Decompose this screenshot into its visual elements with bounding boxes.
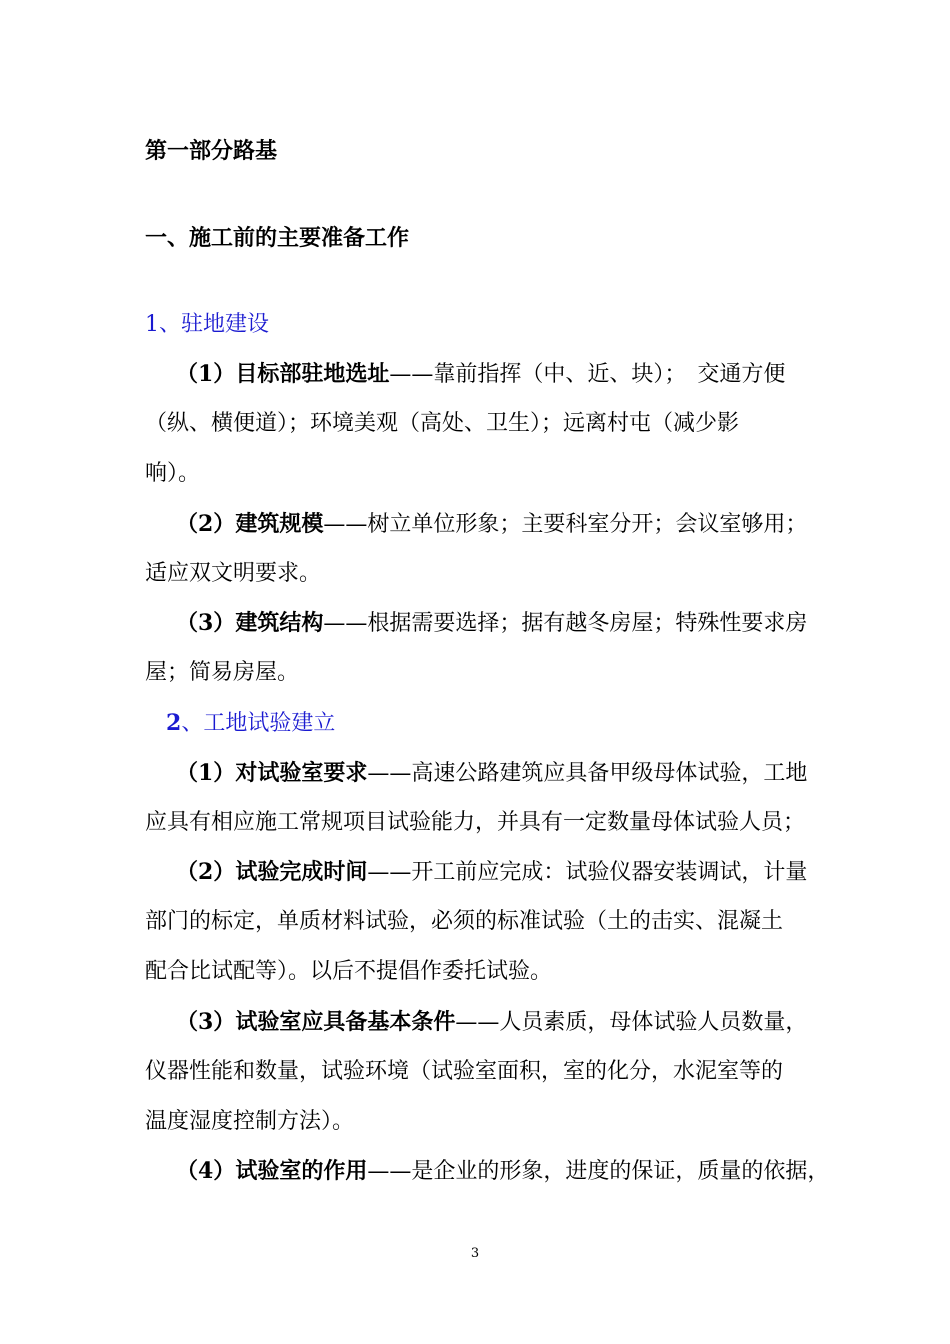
- item-title: 试验室的作用: [235, 1159, 368, 1184]
- subsection-number: 2: [166, 710, 182, 736]
- item-text: ——树立单位形象；主要科室分开；会议室够用；: [323, 512, 808, 537]
- item-number: （2）: [176, 511, 236, 537]
- item-title: 建筑规模: [235, 512, 324, 537]
- paragraph-line: 适应双文明要求。: [145, 561, 322, 586]
- subsection-heading-1: 1、驻地建设: [145, 312, 269, 337]
- paragraph-line: [176, 1156, 829, 1187]
- item-number: （2）: [176, 859, 236, 885]
- item-text: ——人员素质，母体试验人员数量，: [455, 1010, 808, 1035]
- item-title: 试验完成时间: [235, 860, 368, 885]
- item-number: （1）: [176, 760, 236, 786]
- paragraph-line: 仪器性能和数量，试验环境（试验室面积，室的化分，水泥室等的: [145, 1059, 784, 1084]
- paragraph-line: 部门的标定，单质材料试验，必须的标准试验（土的击实、混凝土: [145, 909, 784, 934]
- paragraph-line: 屋；简易房屋。: [145, 660, 300, 685]
- paragraph-line: [176, 857, 807, 888]
- item-text: ——开工前应完成：试验仪器安装调试，计量: [367, 860, 808, 885]
- paragraph-line: [176, 608, 807, 639]
- item-text: ——靠前指挥（中、近、块）； 交通方便: [389, 362, 786, 387]
- item-title: 对试验室要求: [235, 761, 368, 786]
- item-text: ——高速公路建筑应具备甲级母体试验，工地: [367, 761, 808, 786]
- subsection-heading-2: [166, 708, 335, 739]
- paragraph-line: [176, 758, 807, 789]
- section-title: 一、施工前的主要准备工作: [145, 226, 410, 251]
- paragraph-line: 配合比试配等）。以后不提倡作委托试验。: [145, 959, 553, 984]
- item-number: （3）: [176, 1009, 236, 1035]
- paragraph-line: [176, 359, 785, 390]
- paragraph-line: 响）。: [145, 461, 201, 486]
- paragraph-line: （纵、横便道）；环境美观（高处、卫生）；远离村屯（减少影: [145, 411, 740, 436]
- subsection-label: 、工地试验建立: [181, 711, 336, 736]
- item-title: 目标部驻地选址: [235, 362, 390, 387]
- item-text: ——是企业的形象，进度的保证，质量的依据，: [367, 1159, 830, 1184]
- paragraph-line: [176, 509, 807, 540]
- paragraph-line: [176, 1007, 807, 1038]
- part-title: 第一部分路基: [145, 139, 278, 164]
- paragraph-line: 温度湿度控制方法）。: [145, 1109, 355, 1134]
- item-number: （3）: [176, 610, 236, 636]
- item-number: （1）: [176, 361, 236, 387]
- page-number: 3: [470, 1246, 480, 1261]
- item-title: 试验室应具备基本条件: [235, 1010, 456, 1035]
- item-title: 建筑结构: [235, 611, 324, 636]
- paragraph-line: 应具有相应施工常规项目试验能力，并具有一定数量母体试验人员；: [145, 810, 806, 835]
- item-number: （4）: [176, 1158, 236, 1184]
- item-text: ——根据需要选择；据有越冬房屋；特殊性要求房: [323, 611, 808, 636]
